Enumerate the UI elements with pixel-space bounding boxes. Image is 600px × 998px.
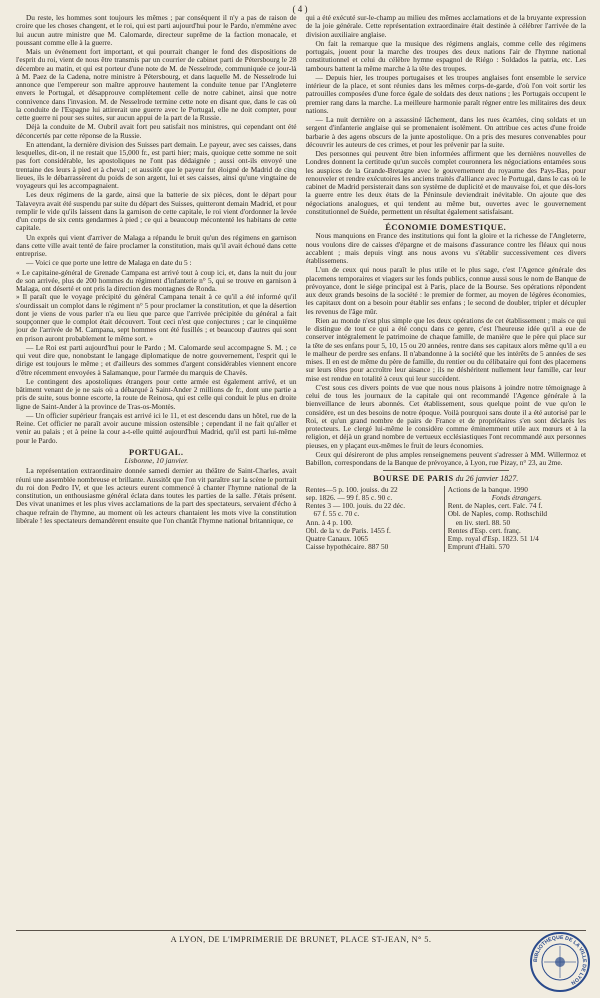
bourse-right <box>444 486 586 552</box>
bourse-line: Emp. royal d'Esp. 1823. 51 1/4 <box>447 535 539 543</box>
article-paragraph: Des personnes qui peuvent être bien informées affirment que les dernières nouvelles de Londres donnent la certitude qu'un succès complet couronnera les négociations entamées sous les auspices de la Grande-Bretagne avec le gouvernement du royaume des Pays-Bas, pour renouveler et rendre exécutoires les anciens traités d'alliance avec le Portugal, dans le cas où le cabinet de Madrid persisterait dans son système de duplicité et de mauvaise foi, et que dès-lors la guerre entre les deux états de la Péninsule deviendrait inévitable. On ajoute que des négociations analogues, et qui tendent au même but, ouvertes avec le gouvernement constitutionnel de Suède, permettent un résultat également satisfaisant. <box>305 149 586 216</box>
bourse-subheading: Fonds étrangers. <box>491 493 542 502</box>
bourse-heading <box>306 475 587 483</box>
bourse-date: du 26 janvier 1827. <box>455 474 519 484</box>
bourse-line: Rent. de Naples, cert. Falc. 74 f. <box>447 502 543 510</box>
article-paragraph: Du reste, les hommes sont toujours les mêmes ; par conséquent il n'y a pas de raison de croire que les choses changent, et le roi, qui est parti aujourd'hui pour le Pardo, n'emmène avec lui aucun autre ministre que M. Calomarde, directeur suprême de la faction monacale, et poussant comme elle à la guerre. <box>16 14 297 47</box>
page-number: ( 4 ) <box>292 4 308 14</box>
bourse-line: Rentes 3 — 100. jouis. du 22 déc. <box>305 502 406 510</box>
bourse-line: Ann. à 4 p. 100. <box>305 518 353 527</box>
quoted-letter: « Le capitaine-général de Grenade Campana est arrivé tout à coup ici, et, dans la nuit du jour de son arrivée, plus de 200 hommes du régiment d'infanterie n° 5, qui se trouve en garnison à Malaga, ont déserté et ont pris la direction des montagnes de Ronda. » Il paraît que le voyage précipité du général Campana tenait à ce qu'il a été informé qu'il s'ourdissait un complot dans le régiment n° 5 pour proclamer la constitution, et que la désertion dont je viens de vous parler n'a eu lieu que parce que l'arrivée précipitée du général a fait soupçonner que le complot était découvert. Tout ceci n'est que conjectures ; car le cinquième jour de l'arrivée de M. Campana, sept hommes ont été fusillés ; et beaucoup d'autres qui sont en prison auront probablement le même sort. » <box>16 267 297 343</box>
article-paragraph: — La nuit dernière on a assassiné lâchement, dans les rues écartées, cinq soldats et un sergent d'infanterie anglaise qui se promenaient isolément. On attribue ces actes d'une froide barbarie à des agens obscurs de la junte apostolique. On a pris des mesures convenables pour découvrir les auteurs de ces crimes, et pour les prévenir par la suite. <box>305 115 586 149</box>
article-paragraph: — Depuis hier, les troupes portugaises et les troupes anglaises font ensemble le service intérieur de la place, et sont réunies dans les mêmes corps-de-garde, d'où l'on voit sortir les patrouilles composées d'une force égale de soldats des deux nations ; les Portugais occupent le premier rang dans la marche. La meilleure harmonie paraît régner entre les militaires des deux nations. <box>305 72 586 115</box>
bourse-line: Caisse hypothécaire. 887 50 <box>305 543 389 552</box>
library-stamp <box>528 930 592 994</box>
article-paragraph: Rien au monde n'est plus simple que les deux opérations de cet établissement ; mais ce qui le distingue de tout ce qui a été conçu dans ce genre, c'est l'heureuse idée qu'il a eue de conserver intégralement le patrimoine de chaque famille, de manière que le père qui place sur la tête de ses enfans pour 5, 10, 15 ou 20 années, rentre dans ses capitaux alors même qu'il a eu le malheur de perdre ses enfans. Il n'abandonne à la société que les intérêts de 5 années de ses mises. Il en est de même du père de famille, du rentier ou du célibataire qui font des placemens sur leurs têtes pour accroître leur aisance ; ils ne déshéritent nullement leur famille, car leur mise est rendue en totalité à ceux qui leur succèdent. <box>305 315 586 383</box>
article-paragraph: Mais un événement fort important, et qui pourrait changer le fond des dispositions de l'esprit du roi, vient de nous être transmis par un courrier de cabinet parti de Pétersbourg le 28 décembre au matin, et qui est porteur d'une note de M. de Nesselrode, communiquée ce jour-là à M. Paez de la Cadena, notre ministre à Pétersbourg, et dans laquelle M. de Nesselrode lui annonce que l'empereur son maître approuve hautement la conduite tenue par l'Angleterre envers le Portugal, et désapprouve complètement celle de notre cabinet, ainsi que notre connivence dans l'invasion. M. de Nesselrode termine cette note en disant que, dans le cas où la conduite de l'Espagne lui attirerait une guerre avec le Portugal, elle ne doit compter, pour cette guerre ni pour ses suites, sur aucun appui de la part de la Russie. <box>16 47 297 122</box>
bourse-line: Quatre Canaux. 1065 <box>305 535 369 543</box>
article-paragraph: Ceux qui désireront de plus amples renseignemens peuvent s'adresser à MM. Willermoz et Babillon, correspondans de la Banque de prévoyance, à Lyon, rue Pizay, n° 23, au 2me. <box>305 449 586 467</box>
divider <box>383 470 509 471</box>
divider <box>383 219 509 220</box>
article-paragraph: Nous manquions en France des institutions qui font la gloire et la richesse de l'Angleterre, nous voulons dire de caisses d'épargne et de maisons d'assurance contre les fléaux qui nous accablent ; mais depuis vingt ans nous avons vu s'établir successivement ces divers établissemens. <box>305 231 586 265</box>
bourse-left <box>306 486 444 552</box>
article-paragraph: En attendant, la dernière division des Suisses part demain. Le payeur, avec ses caisses, dans lesquelles, dit-on, il ne restait que 15,000 fr., est parti hier; mais, quoique cette somme ne soit pas fort considérable, les apostoliques ne l'ont pas dédaignée ; aussi ont-ils envoyé une trentaine des leurs à pied et à cheval ; et aussitôt que le payeur fut éloigné de Madrid de cinq lieues, ils le débarrassèrent du poids de son argent, lui et ses caisses, ainsi qu'une vingtaine de voyageurs qui les accompagnaient. <box>16 139 297 190</box>
article-paragraph: qui a été exécuté sur-le-champ au milieu des mêmes acclamations et de la bruyante expression de la joie générale. Cette représentation extraordinaire était destinée à célébrer l'arrivée de la division auxiliaire anglaise. <box>305 14 586 39</box>
stamp-text: BIBLIOTHÈQUE DE LA VILLE DE LYON <box>532 934 588 986</box>
left-column <box>16 14 297 919</box>
article-paragraph: L'un de ceux qui nous paraît le plus utile et le plus sage, c'est l'Agence générale des placemens temporaires et viagers sur les fonds publics, connue aussi sous le nom de Banque de prévoyance, dont le siége principal est à Paris, place de la Bourse. Ses opérations répondent aux deux grands besoins de la société : le premier de former, au moyen de légères économies, les capitaux dont on a besoin pour établir ses enfans ; le second de doubler, tripler et décupler les revenus de l'âge mûr. <box>305 265 586 316</box>
article-paragraph: Le contingent des apostoliques étrangers pour cette armée est également arrivé, et un bâtiment venant de je ne sais où a débarqué à Saint-Ander 2 millions de fr., dont une partie a pris de suite, sous bonne escorte, la route de Reinosa, qui est celle qui conduit le plus en droite ligne de Saint-Ander à la province de Tras-os-Montès. <box>16 376 297 411</box>
bourse-line: Obl. de Naples, comp. Rothschild <box>447 510 548 519</box>
section-title-economie: ÉCONOMIE DOMESTIQUE. <box>385 222 507 232</box>
article-paragraph: Déjà la conduite de M. Oubril avait fort peu satisfait nos ministres, qui cependant ont été déconcertés par cette réponse de la Russie. <box>16 122 297 140</box>
article-paragraph: C'est sous ces divers points de vue que nous nous plaisons à joindre notre témoignage à celui de tous les journaux de la capitale qui ont recommandé l'Agence générale à la bienveillance de leurs abonnés. Cet établissement, sous quelque point de vue qu'on le considère, est un des besoins de notre époque. Voilà pourquoi sans doute il a été autorisé par le Roi, et qu'un grand nombre de pairs de France et de propriétaires s'en sont déclarés les protecteurs. Le clergé lui-même le considère comme éminemment utile aux mœurs et à la religion, et déjà un grand nombre de vertueux ecclésiastiques l'ont recommandé aux personnes pieuses, en y plaçant eux-mêmes le fruit de leurs économies. <box>305 382 586 450</box>
bourse-line: en liv. sterl. 88. 50 <box>455 518 511 527</box>
article-paragraph: La représentation extraordinaire donnée samedi dernier au théâtre de Saint-Charles, avait réuni une assemblée nombreuse et brillante. Aussitôt que l'on vit paraître sur la scène le portrait du roi don Pedro IV, et que les acteurs eurent commencé à chanter l'hymne national de la constitution, un enthousiasme général éclata dans toutes les parties de la salle. J'étais présent. Des vivat unanimes et les plus vives acclamations de la part des spectateurs, servaient d'écho à chaque refrain de l'hymne, au moment où les acteurs chantaient les mots vive la constitution libérale ! les spectateurs demandèrent ensuite que l'on chantât l'hymne national britannique, ce <box>16 466 297 525</box>
bourse-line: Rentes d'Esp. cert. franç. <box>447 526 521 535</box>
imprint-footer: A LYON, DE L'IMPRIMERIE DE BRUNET, PLACE ST-JEAN, N° 5. <box>16 930 586 944</box>
dateline: Lisbonne, 10 janvier. <box>124 456 189 465</box>
article-paragraph: — Un officier supérieur français est arrivé ici le 11, et est descendu dans un hôtel, rue de la Reine. Cet officier ne paraît avoir aucune mission ostensible ; cependant il ne fait qu'aller et venir au palais ; et à peine la cour a-t-elle quitté aujourd'hui Madrid, qu'il est parti lui-même pour le Pardo. <box>16 410 297 445</box>
bourse-table <box>306 486 587 552</box>
right-column <box>306 14 587 919</box>
article-paragraph: Un exprès qui vient d'arriver de Malaga a répandu le bruit qu'un des régimens en garnison dans cette ville avait tenté de faire proclamer la constitution, mais qu'il avait échoué dans cette entreprise. <box>16 232 297 258</box>
bourse-line: Obl. de la v. de Paris. 1455 f. <box>305 526 391 535</box>
columns <box>16 14 586 919</box>
bourse-line: 67 f. 55 c. 70 c. <box>313 510 360 519</box>
bourse-line: sep. 1826. — 99 f. 85 c. 90 c. <box>305 493 393 502</box>
section-title-portugal: PORTUGAL. <box>129 446 184 457</box>
article-paragraph: Les deux régimens de la garde, ainsi que la batterie de six pièces, dont le départ pour Talaveyra avait été suspendu par suite du départ des Suisses, quitteront demain Madrid, et pour remplir le vide qu'ils laissent dans la garnison de cette capitale, le roi vient d'ordonner la levée d'un corps de six cents gendarmes à pied ; ce qui a beaucoup mécontenté les habitans de cette capitale. <box>16 190 297 233</box>
bourse-line: Emprunt d'Haïti. 570 <box>447 543 510 552</box>
bourse-line: Actions de la banque. 1990 <box>447 485 528 494</box>
article-paragraph: — Voici ce que porte une lettre de Malaga en date du 5 : <box>26 258 192 268</box>
article-paragraph: — Le Roi est parti aujourd'hui pour le Pardo ; M. Calomarde seul accompagne S. M. ; ce qui veut dire que, nonobstant le langage diplomatique de notre gouvernement, l'esprit qui le dirige est toujours le même ; et d'ailleurs des sommes d'argent considérables viennent encore d'être récemment envoyées à Salamanque, pour l'armée du marquis de Chavès. <box>16 342 297 377</box>
bourse-title: BOURSE DE PARIS <box>373 474 454 484</box>
bourse-line: Rentes—5 p. 100. jouiss. du 22 <box>305 485 398 494</box>
article-paragraph: On fait la remarque que la musique des régimens anglais, comme celle des régimens portugais, jouent pour la marche des troupes des deux nations l'air de l'hymne national constitutionnel et celui du célèbre hymne espagnol de Riégo : Soldados la patria, etc. Les tambours battent la même marche à la tête des troupes. <box>305 38 586 73</box>
